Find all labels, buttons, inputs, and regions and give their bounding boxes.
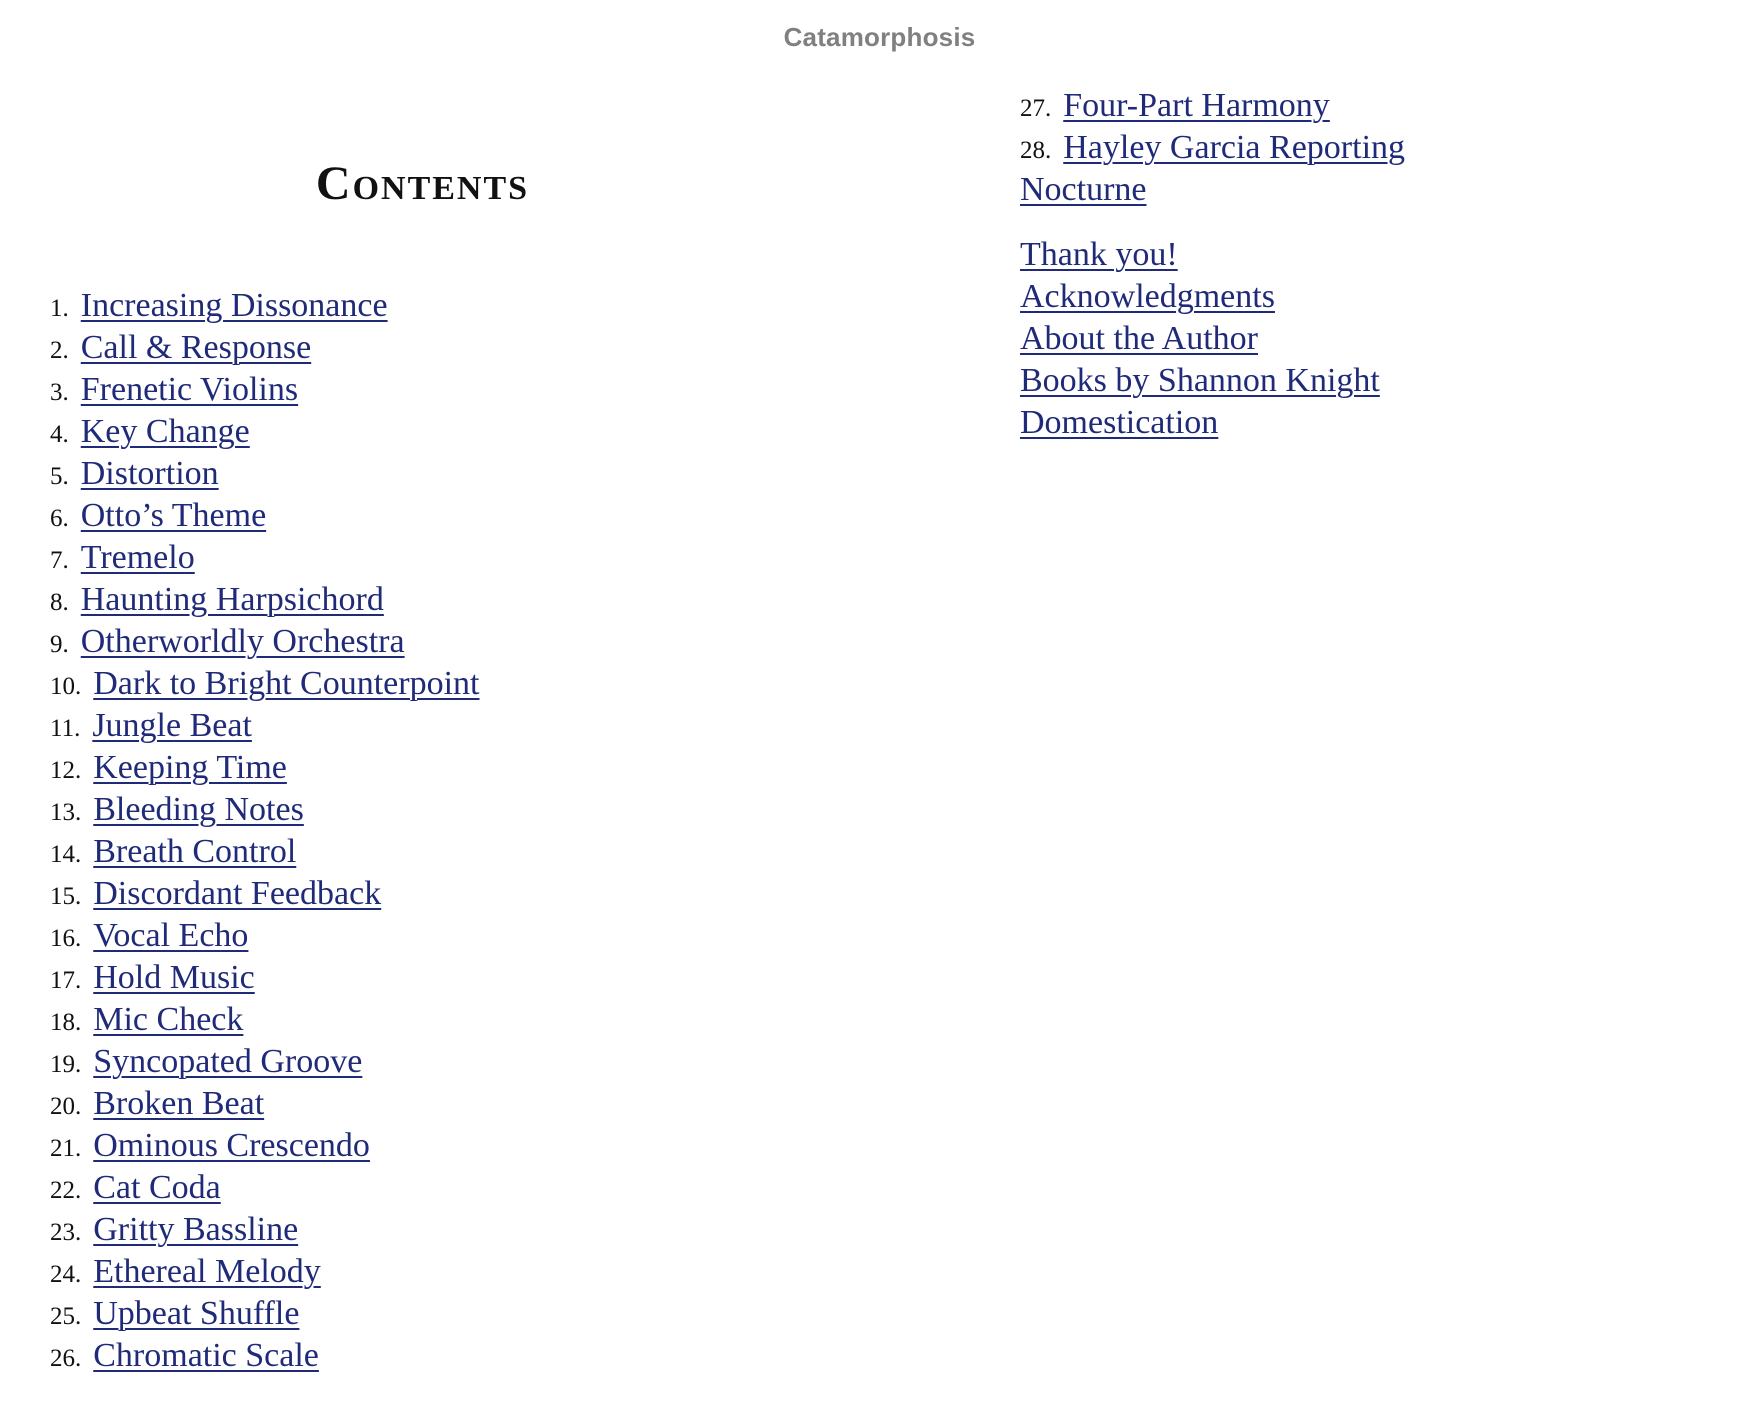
toc-item bbox=[50, 831, 480, 873]
toc-item bbox=[50, 999, 480, 1041]
toc-list-left bbox=[50, 285, 480, 1377]
toc-item bbox=[1020, 234, 1380, 276]
toc-link[interactable]: Domestication bbox=[1020, 404, 1219, 441]
toc-item bbox=[1020, 360, 1380, 402]
toc-item bbox=[50, 915, 480, 957]
toc-item-number: 19. bbox=[50, 1051, 82, 1078]
toc-link[interactable]: Call & Response bbox=[80, 329, 312, 366]
toc-link[interactable]: Acknowledgments bbox=[1020, 278, 1275, 315]
toc-item-number: 15. bbox=[50, 883, 82, 910]
toc-item bbox=[50, 453, 480, 495]
toc-link[interactable]: Hold Music bbox=[93, 959, 255, 996]
toc-item-number: 22. bbox=[50, 1177, 82, 1204]
toc-item-number: 12. bbox=[50, 757, 82, 784]
toc-link[interactable]: Ominous Crescendo bbox=[93, 1127, 370, 1164]
toc-item-number: 21. bbox=[50, 1135, 82, 1162]
toc-link[interactable]: Otherworldly Orchestra bbox=[80, 623, 405, 660]
toc-item-number: 18. bbox=[50, 1009, 82, 1036]
toc-item-number: 17. bbox=[50, 967, 82, 994]
toc-item-number: 8. bbox=[50, 589, 69, 616]
toc-link[interactable]: Haunting Harpsichord bbox=[80, 581, 384, 618]
toc-item bbox=[50, 495, 480, 537]
toc-item-number: 14. bbox=[50, 841, 82, 868]
toc-item bbox=[1020, 85, 1405, 127]
toc-item bbox=[50, 537, 480, 579]
toc-item bbox=[50, 327, 480, 369]
toc-link[interactable]: Distortion bbox=[80, 455, 219, 492]
toc-item bbox=[50, 1209, 480, 1251]
toc-link[interactable]: Nocturne bbox=[1020, 171, 1147, 208]
toc-link[interactable]: Hayley Garcia Reporting bbox=[1063, 129, 1406, 166]
toc-item bbox=[50, 1293, 480, 1335]
toc-item bbox=[1020, 127, 1405, 169]
toc-link[interactable]: Upbeat Shuffle bbox=[93, 1295, 300, 1332]
toc-item bbox=[50, 1083, 480, 1125]
toc-item bbox=[50, 873, 480, 915]
toc-extra-list-backmatter bbox=[1020, 234, 1380, 444]
toc-link[interactable]: Key Change bbox=[80, 413, 250, 450]
toc-item-number: 16. bbox=[50, 925, 82, 952]
toc-item-number: 20. bbox=[50, 1093, 82, 1120]
toc-link[interactable]: About the Author bbox=[1020, 320, 1258, 357]
toc-link[interactable]: Frenetic Violins bbox=[80, 371, 299, 408]
toc-item-number: 5. bbox=[50, 463, 69, 490]
toc-item-number: 28. bbox=[1020, 137, 1052, 164]
toc-item-number: 4. bbox=[50, 421, 69, 448]
toc-item bbox=[50, 1125, 480, 1167]
toc-item bbox=[1020, 402, 1380, 444]
toc-list-right bbox=[1020, 85, 1405, 169]
toc-link[interactable]: Discordant Feedback bbox=[93, 875, 382, 912]
toc-link[interactable]: Tremelo bbox=[80, 539, 195, 576]
toc-link[interactable]: Four-Part Harmony bbox=[1063, 87, 1330, 124]
toc-link[interactable]: Otto’s Theme bbox=[80, 497, 267, 534]
toc-item bbox=[50, 1335, 480, 1377]
toc-item bbox=[50, 1041, 480, 1083]
toc-item bbox=[1020, 318, 1380, 360]
toc-link[interactable]: Gritty Bassline bbox=[93, 1211, 299, 1248]
contents-heading: Contents bbox=[315, 157, 530, 210]
toc-item bbox=[50, 411, 480, 453]
toc-item-number: 23. bbox=[50, 1219, 82, 1246]
toc-item bbox=[50, 747, 480, 789]
toc-link[interactable]: Dark to Bright Counterpoint bbox=[93, 665, 480, 702]
toc-item-number: 11. bbox=[50, 715, 81, 742]
toc-item-number: 7. bbox=[50, 547, 69, 574]
toc-link[interactable]: Vocal Echo bbox=[93, 917, 249, 954]
book-title: Catamorphosis bbox=[783, 22, 976, 52]
toc-item-number: 26. bbox=[50, 1345, 82, 1372]
toc-item bbox=[50, 957, 480, 999]
toc-item bbox=[50, 1251, 480, 1293]
toc-item-number: 27. bbox=[1020, 95, 1052, 122]
toc-item bbox=[1020, 169, 1147, 211]
toc-link[interactable]: Ethereal Melody bbox=[93, 1253, 321, 1290]
toc-item-number: 25. bbox=[50, 1303, 82, 1330]
toc-item bbox=[50, 579, 480, 621]
toc-link[interactable]: Mic Check bbox=[93, 1001, 244, 1038]
toc-item bbox=[50, 705, 480, 747]
toc-link[interactable]: Syncopated Groove bbox=[93, 1043, 363, 1080]
toc-link[interactable]: Breath Control bbox=[93, 833, 297, 870]
toc-extra-list-nocturne bbox=[1020, 169, 1147, 211]
toc-item bbox=[50, 285, 480, 327]
toc-item bbox=[1020, 276, 1380, 318]
toc-link[interactable]: Increasing Dissonance bbox=[80, 287, 388, 324]
toc-item bbox=[50, 369, 480, 411]
toc-link[interactable]: Chromatic Scale bbox=[93, 1337, 319, 1374]
toc-link[interactable]: Keeping Time bbox=[93, 749, 287, 786]
toc-item-number: 3. bbox=[50, 379, 69, 406]
toc-item-number: 24. bbox=[50, 1261, 82, 1288]
toc-item-number: 1. bbox=[50, 295, 69, 322]
toc-link[interactable]: Bleeding Notes bbox=[93, 791, 304, 828]
toc-item bbox=[50, 789, 480, 831]
toc-item-number: 10. bbox=[50, 673, 82, 700]
toc-item-number: 13. bbox=[50, 799, 82, 826]
toc-link[interactable]: Thank you! bbox=[1020, 236, 1178, 273]
toc-item-number: 9. bbox=[50, 631, 69, 658]
toc-item bbox=[50, 621, 480, 663]
toc-link[interactable]: Broken Beat bbox=[93, 1085, 265, 1122]
toc-item bbox=[50, 663, 480, 705]
toc-item bbox=[50, 1167, 480, 1209]
toc-link[interactable]: Jungle Beat bbox=[92, 707, 252, 744]
toc-item-number: 6. bbox=[50, 505, 69, 532]
toc-item-number: 2. bbox=[50, 337, 69, 364]
toc-link[interactable]: Books by Shannon Knight bbox=[1020, 362, 1380, 399]
toc-link[interactable]: Cat Coda bbox=[93, 1169, 221, 1206]
